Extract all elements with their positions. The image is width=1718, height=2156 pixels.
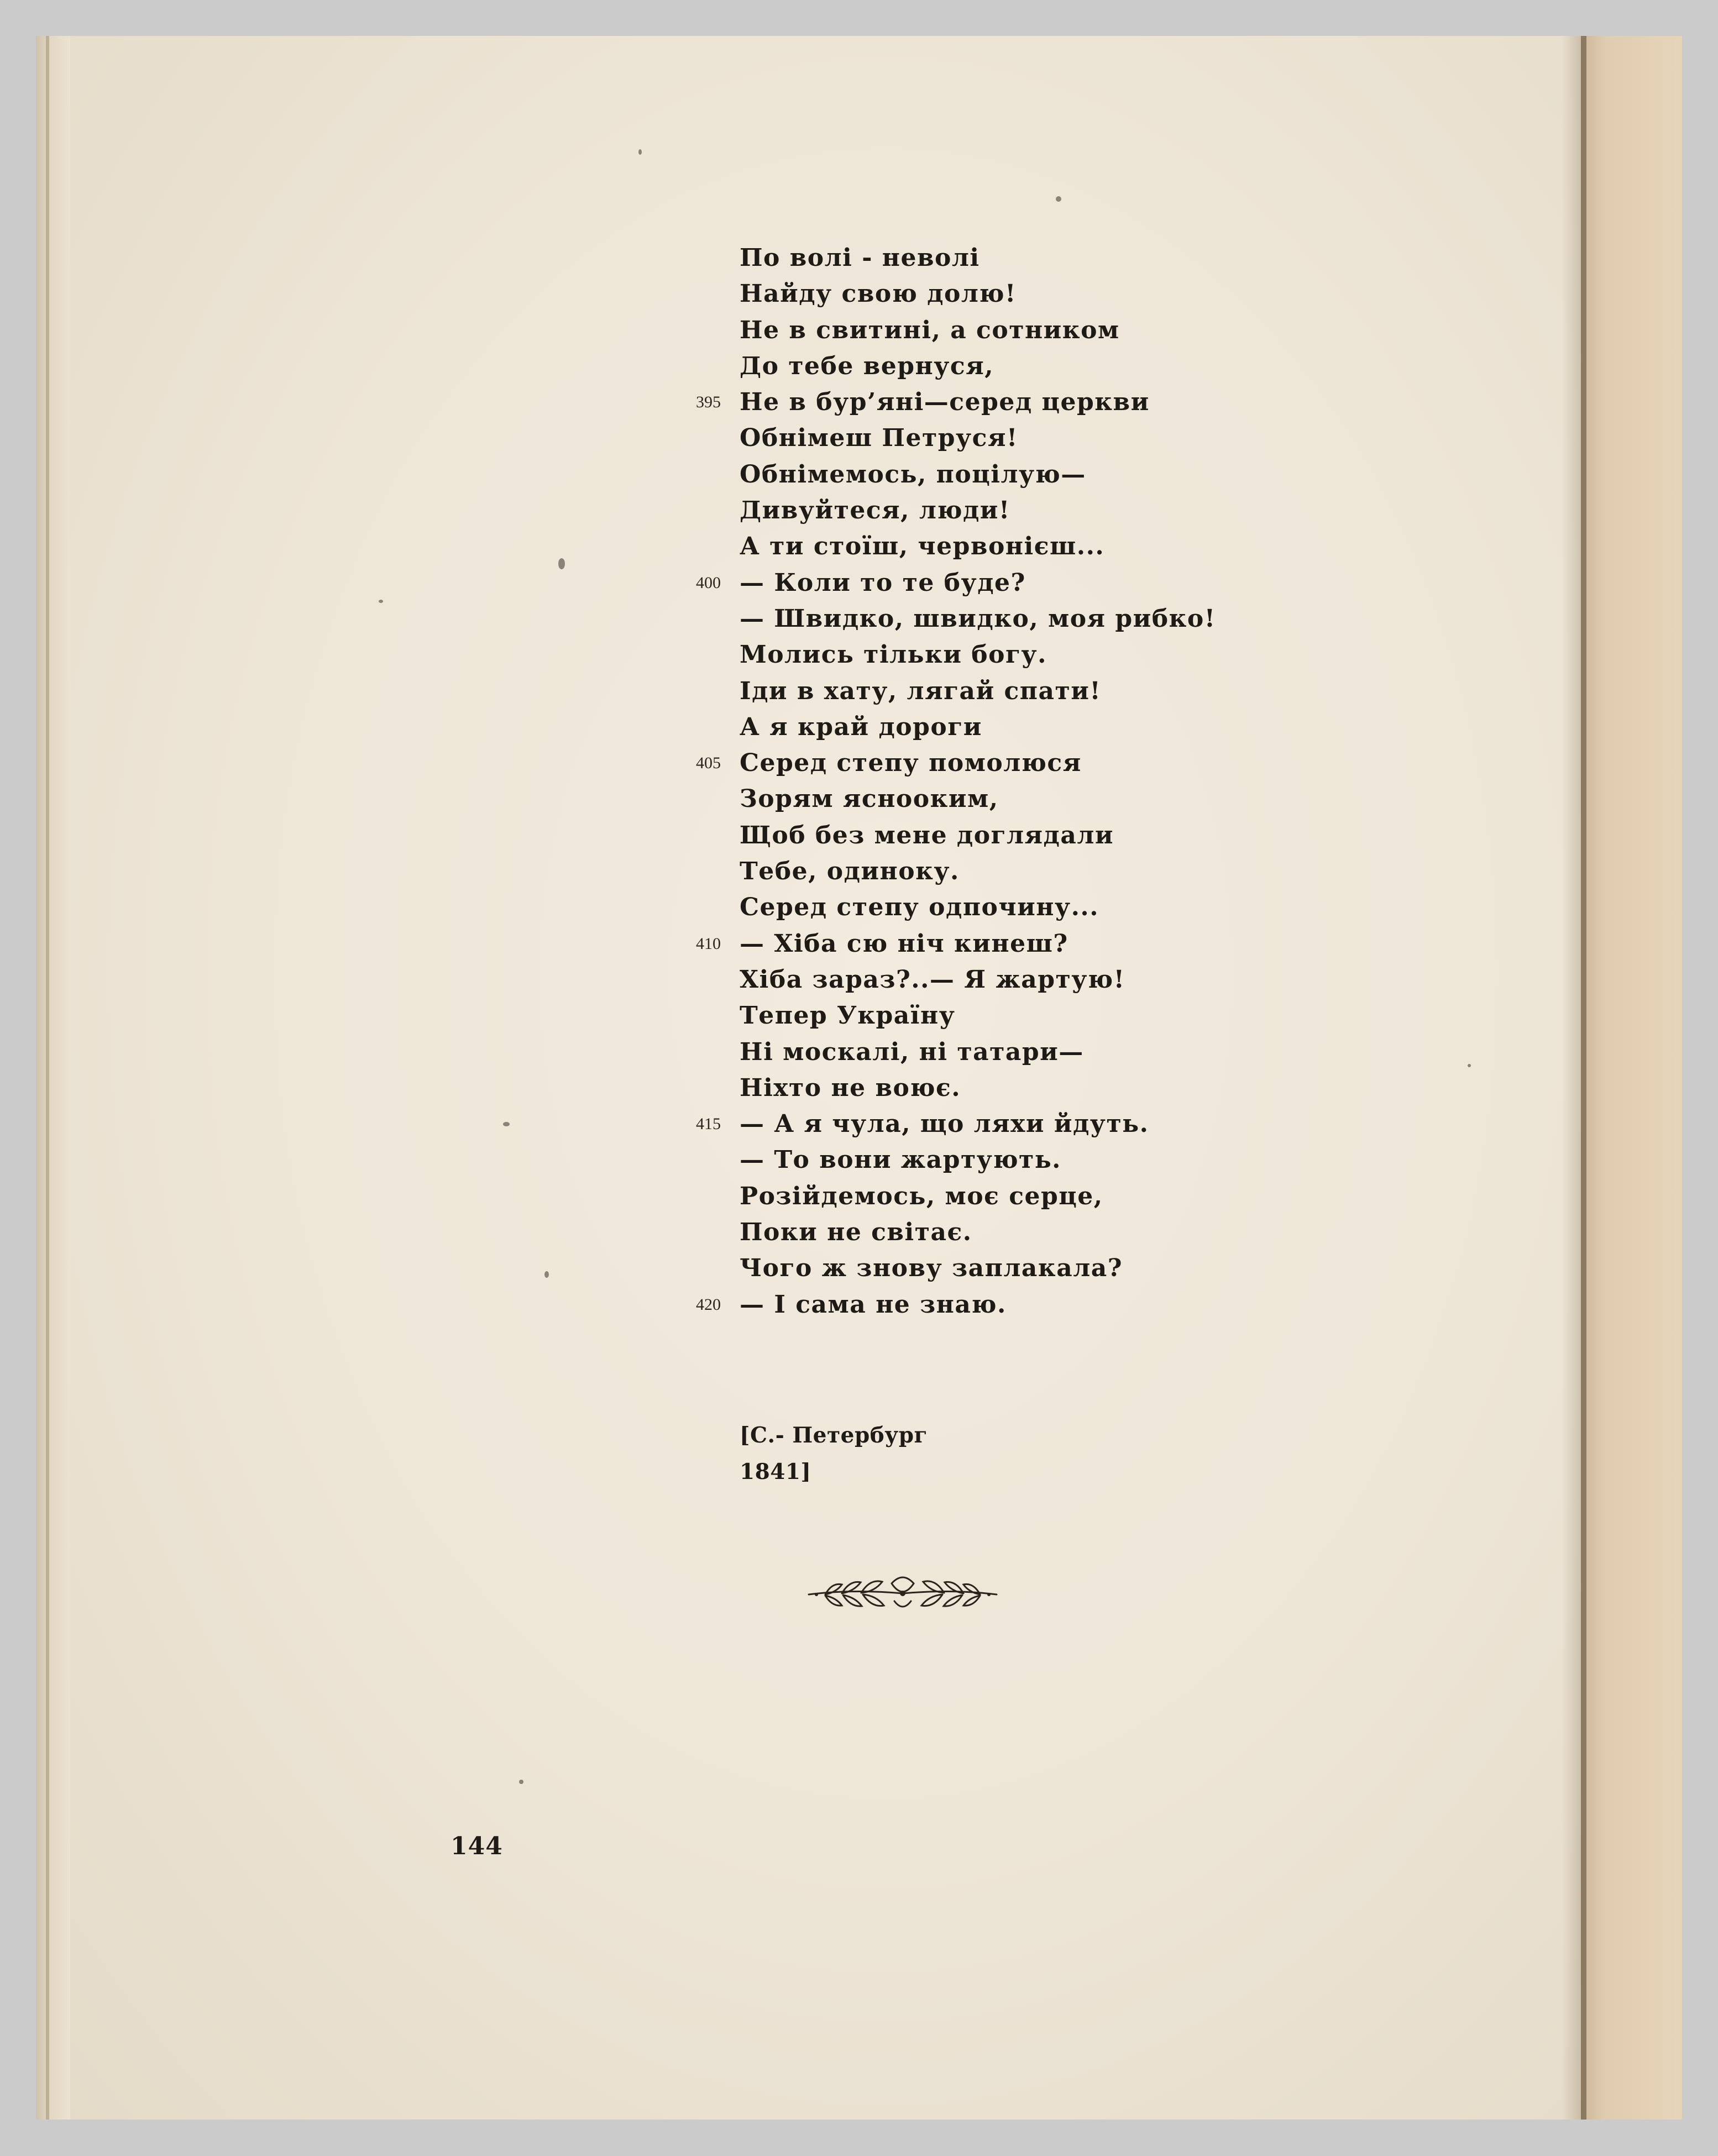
poem-line-text: Найду свою долю! bbox=[740, 280, 1017, 308]
next-page-edge bbox=[1581, 36, 1682, 2120]
paper-speck bbox=[1468, 1064, 1471, 1067]
paper-speck bbox=[1056, 196, 1061, 202]
poem-line-text: — А я чула, що ляхи йдуть. bbox=[740, 1110, 1149, 1139]
poem-line-text: Зорям яснооким, bbox=[740, 785, 999, 814]
poem-line bbox=[740, 853, 1216, 889]
poem-line bbox=[696, 384, 1216, 420]
poem-line-text: По волі - неволі bbox=[740, 244, 980, 272]
poem-line bbox=[740, 998, 1216, 1034]
line-number: 415 bbox=[696, 1115, 721, 1134]
line-number: 410 bbox=[696, 934, 721, 953]
poem-line bbox=[740, 1178, 1216, 1214]
poem-line-text: Хіба зараз?..— Я жартую! bbox=[740, 965, 1125, 994]
floral-ornament-icon bbox=[803, 1567, 1002, 1617]
binding-line bbox=[46, 36, 49, 2120]
line-number: 395 bbox=[696, 393, 721, 412]
poem-line-text: — І сама не знаю. bbox=[740, 1290, 1007, 1319]
page-fore-edge bbox=[1581, 36, 1586, 2120]
gutter-shadow bbox=[1562, 36, 1581, 2120]
paper-speck bbox=[558, 558, 565, 569]
poem-line bbox=[740, 637, 1216, 673]
poem-line bbox=[740, 709, 1216, 745]
poem-line bbox=[740, 781, 1216, 817]
colophon-place: [С.- Петербург bbox=[740, 1423, 928, 1448]
page-binding bbox=[36, 36, 70, 2120]
poem-line-text: Поки не світає. bbox=[740, 1218, 972, 1247]
poem-line-text: — Хіба сю ніч кинеш? bbox=[740, 929, 1068, 958]
poem-line bbox=[740, 673, 1216, 709]
poem-line bbox=[740, 1034, 1216, 1070]
poem-line-text: Молись тільки богу. bbox=[740, 641, 1047, 669]
line-number: 405 bbox=[696, 754, 721, 773]
poem-line-text: — Коли то те буде? bbox=[740, 568, 1026, 597]
poem-line bbox=[740, 240, 1216, 276]
paper-speck bbox=[379, 600, 383, 603]
colophon bbox=[740, 1418, 928, 1491]
poem-line-text: А я край дороги bbox=[740, 712, 982, 741]
poem-line-text: До тебе вернуся, bbox=[740, 352, 994, 380]
poem-text bbox=[696, 240, 1216, 1323]
page-number: 144 bbox=[451, 1832, 503, 1860]
poem-line-text: Ні москалі, ні татари— bbox=[740, 1037, 1084, 1066]
poem-line-text: Ніхто не воює. bbox=[740, 1073, 961, 1102]
poem-line-text: Дивуйтеся, люди! bbox=[740, 496, 1010, 525]
poem-line-text: Серед степу одпочину... bbox=[740, 893, 1099, 922]
poem-line-text: Серед степу помолюся bbox=[740, 749, 1082, 778]
poem-line-text: Не в свитині, а сотником bbox=[740, 316, 1120, 344]
paper-speck bbox=[638, 149, 642, 155]
poem-line bbox=[740, 817, 1216, 853]
poem-line-text: Обнімеш Петруся! bbox=[740, 424, 1018, 453]
poem-line-text: Тепер Україну bbox=[740, 1001, 956, 1030]
line-number: 420 bbox=[696, 1295, 721, 1314]
poem-line bbox=[696, 1287, 1216, 1323]
poem-line-text: Обнімемось, поцілую— bbox=[740, 460, 1086, 489]
poem-line-text: Чого ж знову заплакала? bbox=[740, 1254, 1123, 1283]
poem-line bbox=[740, 601, 1216, 637]
poem-line-text: — То вони жартують. bbox=[740, 1146, 1062, 1174]
poem-line bbox=[696, 926, 1216, 962]
book-page bbox=[36, 36, 1581, 2120]
poem-line bbox=[696, 745, 1216, 781]
book-scan bbox=[36, 36, 1682, 2120]
poem-line bbox=[740, 492, 1216, 528]
poem-line-text: Щоб без мене доглядали bbox=[740, 821, 1114, 849]
poem-line-text: — Швидко, швидко, моя рибко! bbox=[740, 604, 1216, 633]
poem-line-text: Тебе, одиноку. bbox=[740, 857, 960, 886]
poem-line bbox=[740, 1250, 1216, 1286]
poem-line-text: Розійдемось, моє серце, bbox=[740, 1182, 1103, 1210]
poem-line-text: Іди в хату, лягай спати! bbox=[740, 676, 1102, 705]
paper-speck bbox=[544, 1271, 549, 1278]
poem-line bbox=[740, 528, 1216, 564]
line-number: 400 bbox=[696, 573, 721, 592]
poem-line-text: Не в бур’яні—серед церкви bbox=[740, 388, 1150, 417]
poem-line bbox=[696, 565, 1216, 601]
poem-line bbox=[740, 1214, 1216, 1250]
poem-line bbox=[740, 1070, 1216, 1106]
colophon-year: 1841] bbox=[740, 1459, 811, 1484]
poem-line bbox=[740, 457, 1216, 492]
poem-line bbox=[740, 889, 1216, 925]
poem-line-text: А ти стоїш, червонієш... bbox=[740, 532, 1105, 561]
poem-line bbox=[740, 962, 1216, 998]
poem-line bbox=[740, 1142, 1216, 1178]
poem-line bbox=[696, 1106, 1216, 1142]
poem-line bbox=[740, 420, 1216, 456]
paper-speck bbox=[519, 1780, 523, 1784]
paper-speck bbox=[503, 1122, 510, 1126]
poem-line bbox=[740, 312, 1216, 348]
poem-line bbox=[740, 348, 1216, 384]
poem-line bbox=[740, 276, 1216, 312]
